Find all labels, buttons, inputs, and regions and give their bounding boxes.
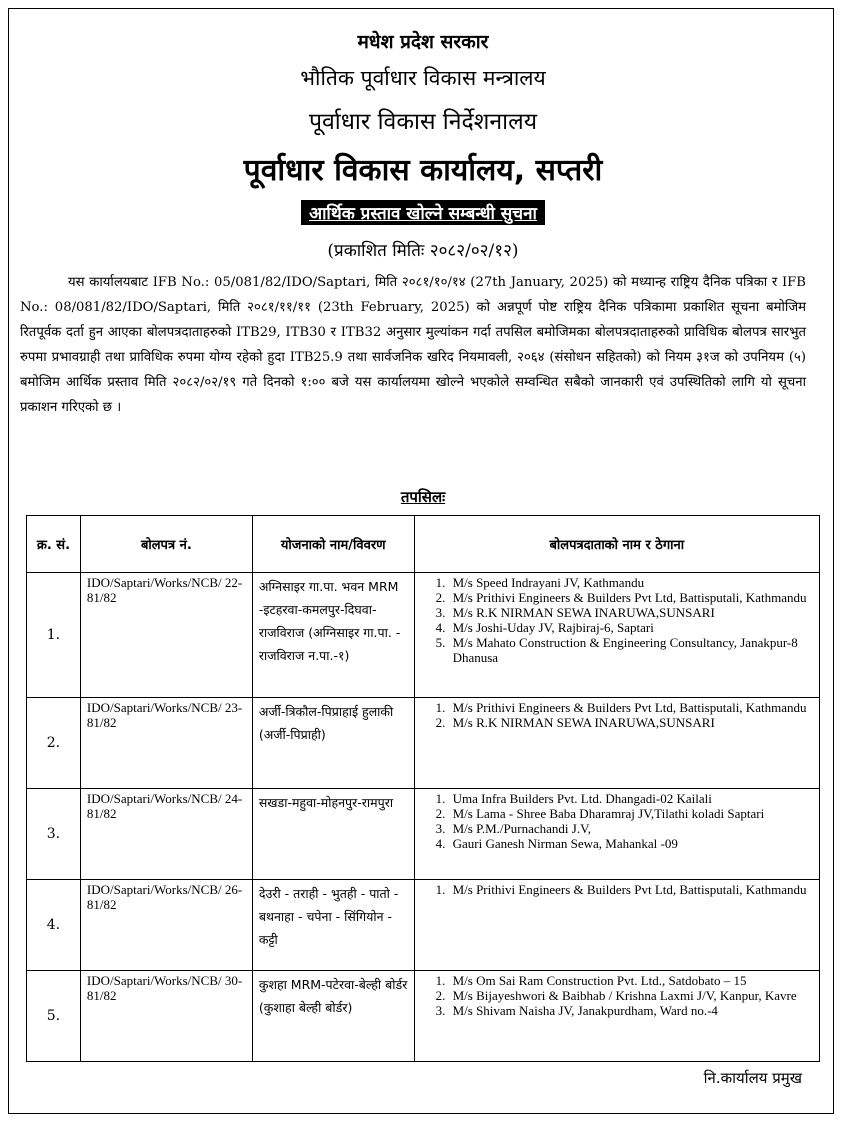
bidder-item: 1. M/s Om Sai Ram Construction Pvt. Ltd., Satdobato – 15 [449, 973, 813, 988]
bidders-list [423, 882, 813, 897]
bidder-item: 2. M/s R.K NIRMAN SEWA INARUWA,SUNSARI [449, 715, 813, 730]
notice-body-text: यस कार्यालयबाट IFB No.: 05/081/82/IDO/Saptari, मिति २०८१/१०/१४ (27th January, 2025) को मध्यान्ह राष्ट्रिय दैनिक पत्रिका र IFB No.: 08/081/82/IDO/Saptari, मिति २०८१/११/११ (23th February, 2025) को अन्नपूर्ण पोष्ट राष्ट्रिय दैनिक पत्रिकामा प्रकाशित सूचना बमोजिम रितपूर्वक दर्ता हुन आएका बोलपत्रदाताहरुको ITB29, ITB30 र ITB32 अनुसार मुल्यांकन गर्दा तपसिल बमोजिमका बोलपत्रदाताहरुको प्राविधिक बोलपत्र सारभुत रुपमा प्रभावग्राही तथा प्राविधिक रुपमा योग्य रहेको हुदा ITB25.9 तथा सार्वजनिक खरिद नियमावली, २०६४ (संसोधन सहितको) को नियम ३१ज को उपनियम (५) बमोजिम आर्थिक प्रस्ताव मिति २०८२/०२/१९ गते दिनको १:०० बजे यस कार्यालयमा खोल्ने भएकोले सम्वन्धित सबैको जानकारी एवं उपस्थितिको लागि यो सूचना प्रकाशन गरिएको छ । [20, 275, 806, 415]
bidders-table [26, 515, 820, 1062]
bid-number: IDO/Saptari/Works/NCB/ 22-81/82 [80, 573, 252, 698]
bidder-item: 1. Uma Infra Builders Pvt. Ltd. Dhangadi-02 Kailali [449, 791, 813, 806]
bidders-list [423, 791, 813, 851]
serial-number: 5. [27, 971, 81, 1062]
bidder-item: 3. M/s Shivam Naisha JV, Janakpurdham, Ward no.-4 [449, 1003, 813, 1018]
bidder-item: 4. Gauri Ganesh Nirman Sewa, Mahankal -09 [449, 836, 813, 851]
project-name: देउरी - तराही - भुतही - पातो - बथनाहा - चपेना - सिंगियोन - कट्टी [252, 880, 414, 971]
bidders-cell [414, 573, 819, 698]
bid-number: IDO/Saptari/Works/NCB/ 30-81/82 [80, 971, 252, 1062]
table-row [27, 573, 820, 698]
serial-number: 3. [27, 789, 81, 880]
bidder-item: 1. M/s Prithivi Engineers & Builders Pvt Ltd, Battisputali, Kathmandu [449, 882, 813, 897]
bidder-item: 4. M/s Joshi-Uday JV, Rajbiraj-6, Saptari [449, 620, 813, 635]
bidder-item: 3. M/s P.M./Purnachandi J.V, [449, 821, 813, 836]
col-header-sn: क्र. सं. [27, 516, 81, 573]
project-name: अर्जी-त्रिकौल-पिप्राहाई हुलाकी (अर्जी-पिप्राही) [252, 698, 414, 789]
bidders-list [423, 700, 813, 730]
ministry-name: भौतिक पूर्वाधार विकास मन्त्रालय [300, 66, 546, 90]
table-row [27, 698, 820, 789]
bidder-item: 2. M/s Bijayeshwori & Baibhab / Krishna Laxmi J/V, Kanpur, Kavre [449, 988, 813, 1003]
project-name: कुशहा MRM-पटेरवा-बेल्ही बोर्डर (कुशाहा बेल्ही बोर्डर) [252, 971, 414, 1062]
published-date: (प्रकाशित मितिः २०८२/०२/१२) [327, 241, 519, 261]
bidders-list [423, 575, 813, 665]
bid-number: IDO/Saptari/Works/NCB/ 23-81/82 [80, 698, 252, 789]
notice-title-text: आर्थिक प्रस्ताव खोल्ने सम्बन्धी सुचना [301, 200, 545, 225]
table-row [27, 971, 820, 1062]
bidder-item: 2. M/s Lama - Shree Baba Dharamraj JV,Tilathi koladi Saptari [449, 806, 813, 821]
serial-number: 4. [27, 880, 81, 971]
table-row [27, 789, 820, 880]
notice-body [20, 270, 806, 420]
bid-number: IDO/Saptari/Works/NCB/ 26-81/82 [80, 880, 252, 971]
signature-title: नि.कार्यालय प्रमुख [703, 1069, 802, 1087]
project-name: अग्निसाइर गा.पा. भवन MRM -इटहरवा-कमलपुर-दिघवा-राजविराज (अग्निसाइर गा.पा. - राजविराज न.पा.-१) [252, 573, 414, 698]
bidder-item: 2. M/s Prithivi Engineers & Builders Pvt Ltd, Battisputali, Kathmandu [449, 590, 813, 605]
serial-number: 2. [27, 698, 81, 789]
project-name: सखडा-महुवा-मोहनपुर-रामपुरा [252, 789, 414, 880]
bidder-item: 1. M/s Prithivi Engineers & Builders Pvt Ltd, Battisputali, Kathmandu [449, 700, 813, 715]
serial-number: 1. [27, 573, 81, 698]
bidders-cell [414, 971, 819, 1062]
government-name: मधेश प्रदेश सरकार [357, 31, 489, 53]
bidder-item: 3. M/s R.K NIRMAN SEWA INARUWA,SUNSARI [449, 605, 813, 620]
bidders-cell [414, 789, 819, 880]
table-header-row [27, 516, 820, 573]
bidder-item: 5. M/s Mahato Construction & Engineering Consultancy, Janakpur-8 Dhanusa [449, 635, 813, 665]
bidders-cell [414, 698, 819, 789]
table-row [27, 880, 820, 971]
col-header-bidders: बोलपत्रदाताको नाम र ठेगाना [414, 516, 819, 573]
notice-title [0, 200, 846, 225]
bidders-list [423, 973, 813, 1018]
directorate-name: पूर्वाधार विकास निर्देशनालय [308, 109, 538, 135]
col-header-project: योजनाको नाम/विवरण [252, 516, 414, 573]
col-header-ifb: बोलपत्र नं. [80, 516, 252, 573]
bidder-item: 1. M/s Speed Indrayani JV, Kathmandu [449, 575, 813, 590]
details-heading: तपसिलः [400, 488, 446, 506]
office-name: पूर्वाधार विकास कार्यालय, सप्तरी [243, 153, 603, 188]
bidders-cell [414, 880, 819, 971]
bid-number: IDO/Saptari/Works/NCB/ 24-81/82 [80, 789, 252, 880]
